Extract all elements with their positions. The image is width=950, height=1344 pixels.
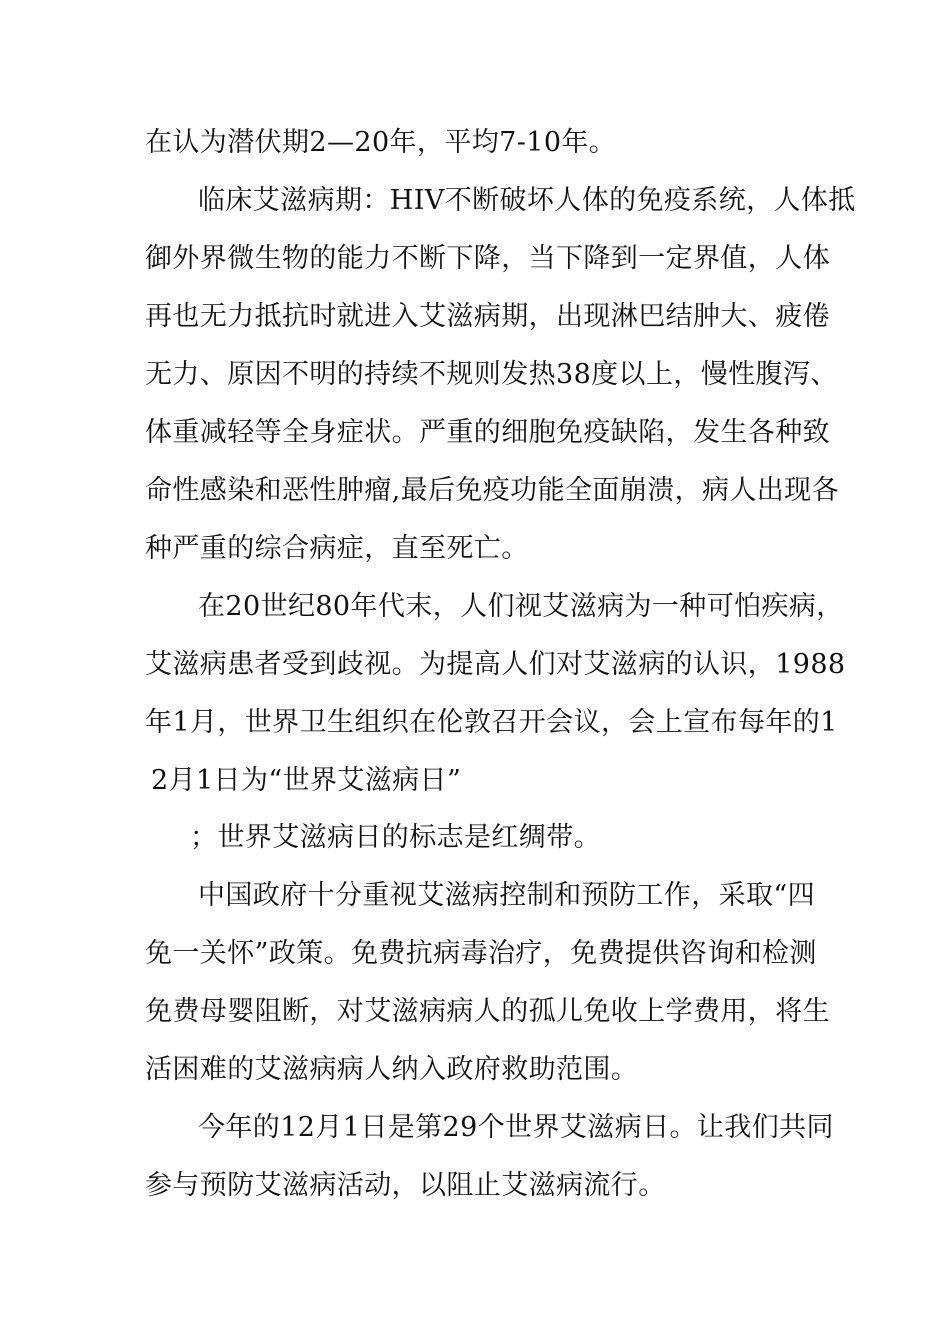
text-line: 种严重的综合病症，直至死亡。 [145,533,529,564]
text-line: 活困难的艾滋病病人纳入政府救助范围。 [145,1054,639,1085]
text-line: 御外界微生物的能力不断下降，当下降到一定界值，人体 [145,243,830,274]
text-line: 中国政府十分重视艾滋病控制和预防工作，采取“四 [198,880,816,911]
text-line: 无力、原因不明的持续不规则发热38度以上，慢性腹泻、 [145,359,838,390]
text-line: 命性感染和恶性肿瘤,最后免疫功能全面崩溃，病人出现各 [145,475,839,506]
text-line: 年1月，世界卫生组织在伦敦召开会议，会上宣布每年的1 [145,707,838,738]
text-line: 临床艾滋病期：HIV不断破坏人体的免疫系统，人体抵 [198,185,856,216]
text-line: 参与预防艾滋病活动，以阻止艾滋病流行。 [145,1170,666,1201]
text-line: 免费母婴阻断，对艾滋病病人的孤儿免收上学费用，将生 [145,996,830,1027]
text-line: 艾滋病患者受到歧视。为提高人们对艾滋病的认识，1988 [145,649,846,680]
text-line: 体重减轻等全身症状。严重的细胞免疫缺陷，发生各种致 [145,417,830,448]
text-line: 再也无力抵抗时就进入艾滋病期，出现淋巴结肿大、疲倦 [145,301,830,332]
text-line: 今年的12月1日是第29个世界艾滋病日。让我们共同 [198,1112,834,1143]
text-line: 2月1日为“世界艾滋病日” [151,765,462,796]
text-line: ；世界艾滋病日的标志是红绸带。 [190,822,601,853]
text-line: 在认为潜伏期2—20年，平均7-10年。 [145,127,617,158]
text-line: 免一关怀”政策。免费抗病毒治疗，免费提供咨询和检测 [145,938,817,969]
text-line: 在20世纪80年代末，人们视艾滋病为一种可怕疾病， [198,591,844,622]
